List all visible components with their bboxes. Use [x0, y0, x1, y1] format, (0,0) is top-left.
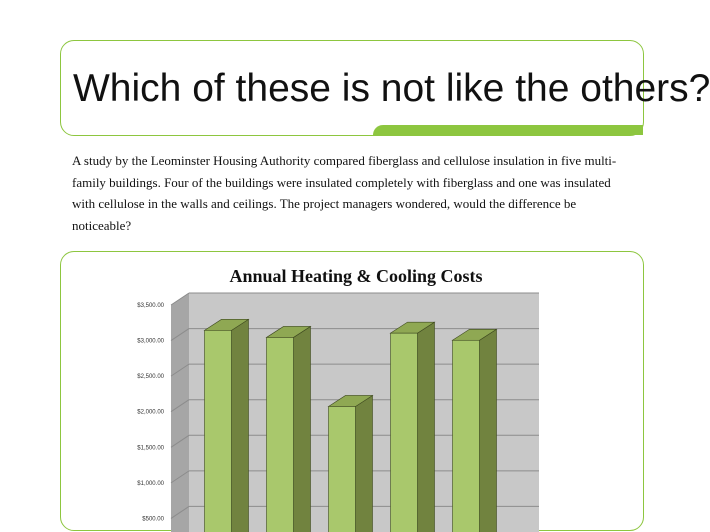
bar	[267, 337, 294, 532]
bar	[453, 340, 480, 532]
chart-panel	[60, 251, 644, 531]
bar	[391, 333, 418, 532]
bar-side	[480, 329, 497, 532]
cost-bar-chart	[61, 252, 645, 532]
title-banner	[60, 40, 710, 136]
bar-side	[294, 326, 311, 532]
y-tick-label: $2,500.00	[137, 374, 164, 381]
bar-side	[418, 322, 435, 532]
bar-side	[356, 395, 373, 532]
page-title: Which of these is not like the others?	[73, 67, 710, 110]
y-tick-label: $3,500.00	[137, 303, 164, 309]
y-tick-label: $500.00	[142, 516, 164, 523]
bar-side	[232, 319, 249, 532]
plot-side-wall	[171, 293, 189, 532]
chart-title: Annual Heating & Cooling Costs	[229, 266, 483, 286]
intro-paragraph: A study by the Leominster Housing Authority compared fiberglass and cellulose insulation in five multi-family buildings. Four of the buildings were insulated completely with fiberglass and one was insulated with cellulose in the walls and ceilings. The project managers wondered, would the difference be noticeable?	[72, 153, 617, 233]
y-tick-label: $1,000.00	[137, 480, 164, 487]
bar	[329, 406, 356, 532]
y-tick-label: $3,000.00	[137, 338, 164, 345]
y-tick-label: $2,000.00	[137, 409, 164, 416]
y-tick-label: $1,500.00	[137, 445, 164, 452]
title-accent-stripe	[373, 125, 643, 135]
bar	[205, 330, 232, 532]
